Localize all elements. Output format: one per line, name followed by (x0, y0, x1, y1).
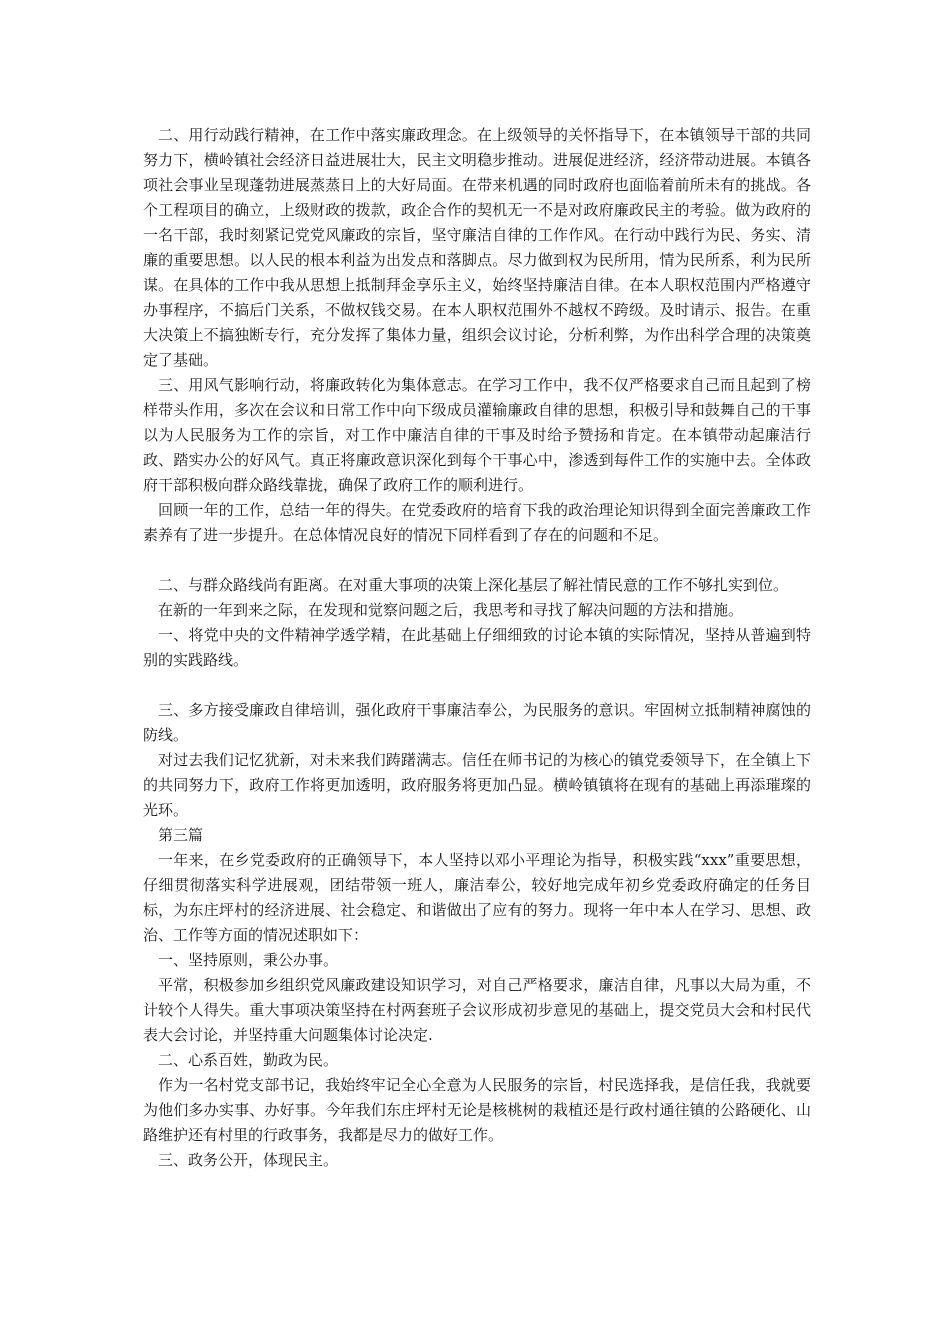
section-heading: 第三篇 (158, 826, 204, 844)
paragraph: 一、坚持原则，秉公办事。 (158, 951, 339, 969)
paragraph: 二、心系百姓，勤政为民。 (158, 1051, 339, 1069)
paragraph: 三、用风气影响行动，将廉政转化为集体意志。在学习工作中，我不仅严格要求自己而且起到了榜样带头作用，多次在会议和日常工作中向下级成员灌输廉政自律的思想，积极引导和鼓舞自己的干事以为人民服务为工作的宗旨，对工作中廉洁自律的干事及时给予赞扬和肯定。在本镇带动起廉洁行政、踏实办公的好风气。真正将廉政意识深化到每个干事心中，渗透到每件工作的实施中去。全体政府干部积极向群众路线靠拢，确保了政府工作的顺利进行。 (143, 376, 811, 494)
paragraph: 三、多方接受廉政自律培训，强化政府干事廉洁奉公，为民服务的意识。牢固树立抵制精神腐蚀的防线。 (143, 701, 811, 744)
paragraph: 对过去我们记忆犹新，对未来我们踌躇满志。信任在师书记的为核心的镇党委领导下，在全镇上下的共同努力下，政府工作将更加透明，政府服务将更加凸显。横岭镇镇将在现有的基础上再添璀璨的光环。 (143, 751, 811, 819)
paragraph: 在新的一年到来之际，在发现和觉察问题之后，我思考和寻找了解决问题的方法和措施。 (158, 601, 744, 619)
paragraph: 二、用行动践行精神，在工作中落实廉政理念。在上级领导的关怀指导下，在本镇领导干部的共同努力下，横岭镇社会经济日益进展壮大，民主文明稳步推动。进展促进经济，经济带动进展。本镇各项社会事业呈现蓬勃进展蒸蒸日上的大好局面。在带来机遇的同时政府也面临着前所未有的挑战。各个工程项目的确立，上级财政的拨款，政企合作的契机无一不是对政府廉政民主的考验。做为政府的一名干部，我时刻紧记党党风廉政的宗旨，坚守廉洁自律的工作作风。在行动中践行为民、务实、清廉的重要思想。以人民的根本利益为出发点和落脚点。尽力做到权为民所用，情为民所系，利为民所谋。在具体的工作中我从思想上抵制拜金享乐主义，始终坚持廉洁自律。在本人职权范围内严格遵守办事程序，不搞后门关系，不做权钱交易。在本人职权范围外不越权不跨级。及时请示、报告。在重大决策上不搞独断专行，充分发挥了集体力量，组织会议讨论，分析利弊，为作出科学合理的决策奠定了基础。 (143, 126, 811, 369)
paragraph: 三、政务公开，体现民主。 (158, 1151, 339, 1169)
paragraph: 二、与群众路线尚有距离。在对重大事项的决策上深化基层了解社情民意的工作不够扎实到位。 (158, 576, 789, 594)
paragraph: 回顾一年的工作，总结一年的得失。在党委政府的培育下我的政治理论知识得到全面完善廉政工作素养有了进一步提升。在总体情况良好的情况下同样看到了存在的问题和不足。 (143, 501, 811, 544)
document-body (143, 123, 811, 1173)
paragraph: 平常，积极参加乡组织党风廉政建设知识学习，对自己严格要求，廉洁自律，凡事以大局为重，不计较个人得失。重大事项决策坚持在村两套班子会议形成初步意见的基础上，提交党员大会和村民代表大会讨论，并坚持重大问题集体讨论决定. (143, 976, 811, 1044)
paragraph: 作为一名村党支部书记，我始终牢记全心全意为人民服务的宗旨，村民选择我，是信任我，我就要为他们多办实事、办好事。今年我们东庄坪村无论是核桃树的栽植还是行政村通往镇的公路硬化、山路维护还有村里的行政事务，我都是尽力的做好工作。 (143, 1076, 811, 1144)
paragraph: 一、将党中央的文件精神学透学精，在此基础上仔细细致的讨论本镇的实际情况，坚持从普遍到特别的实践路线。 (143, 626, 811, 669)
paragraph: 一年来，在乡党委政府的正确领导下，本人坚持以邓小平理论为指导，积极实践“xxx”重要思想，仔细贯彻落实科学进展观，团结带领一班人，廉洁奉公，较好地完成年初乡党委政府确定的任务目标，为东庄坪村的经济进展、社会稳定、和谐做出了应有的努力。现将一年中本人在学习、思想、政治、工作等方面的情况述职如下： (143, 851, 811, 944)
